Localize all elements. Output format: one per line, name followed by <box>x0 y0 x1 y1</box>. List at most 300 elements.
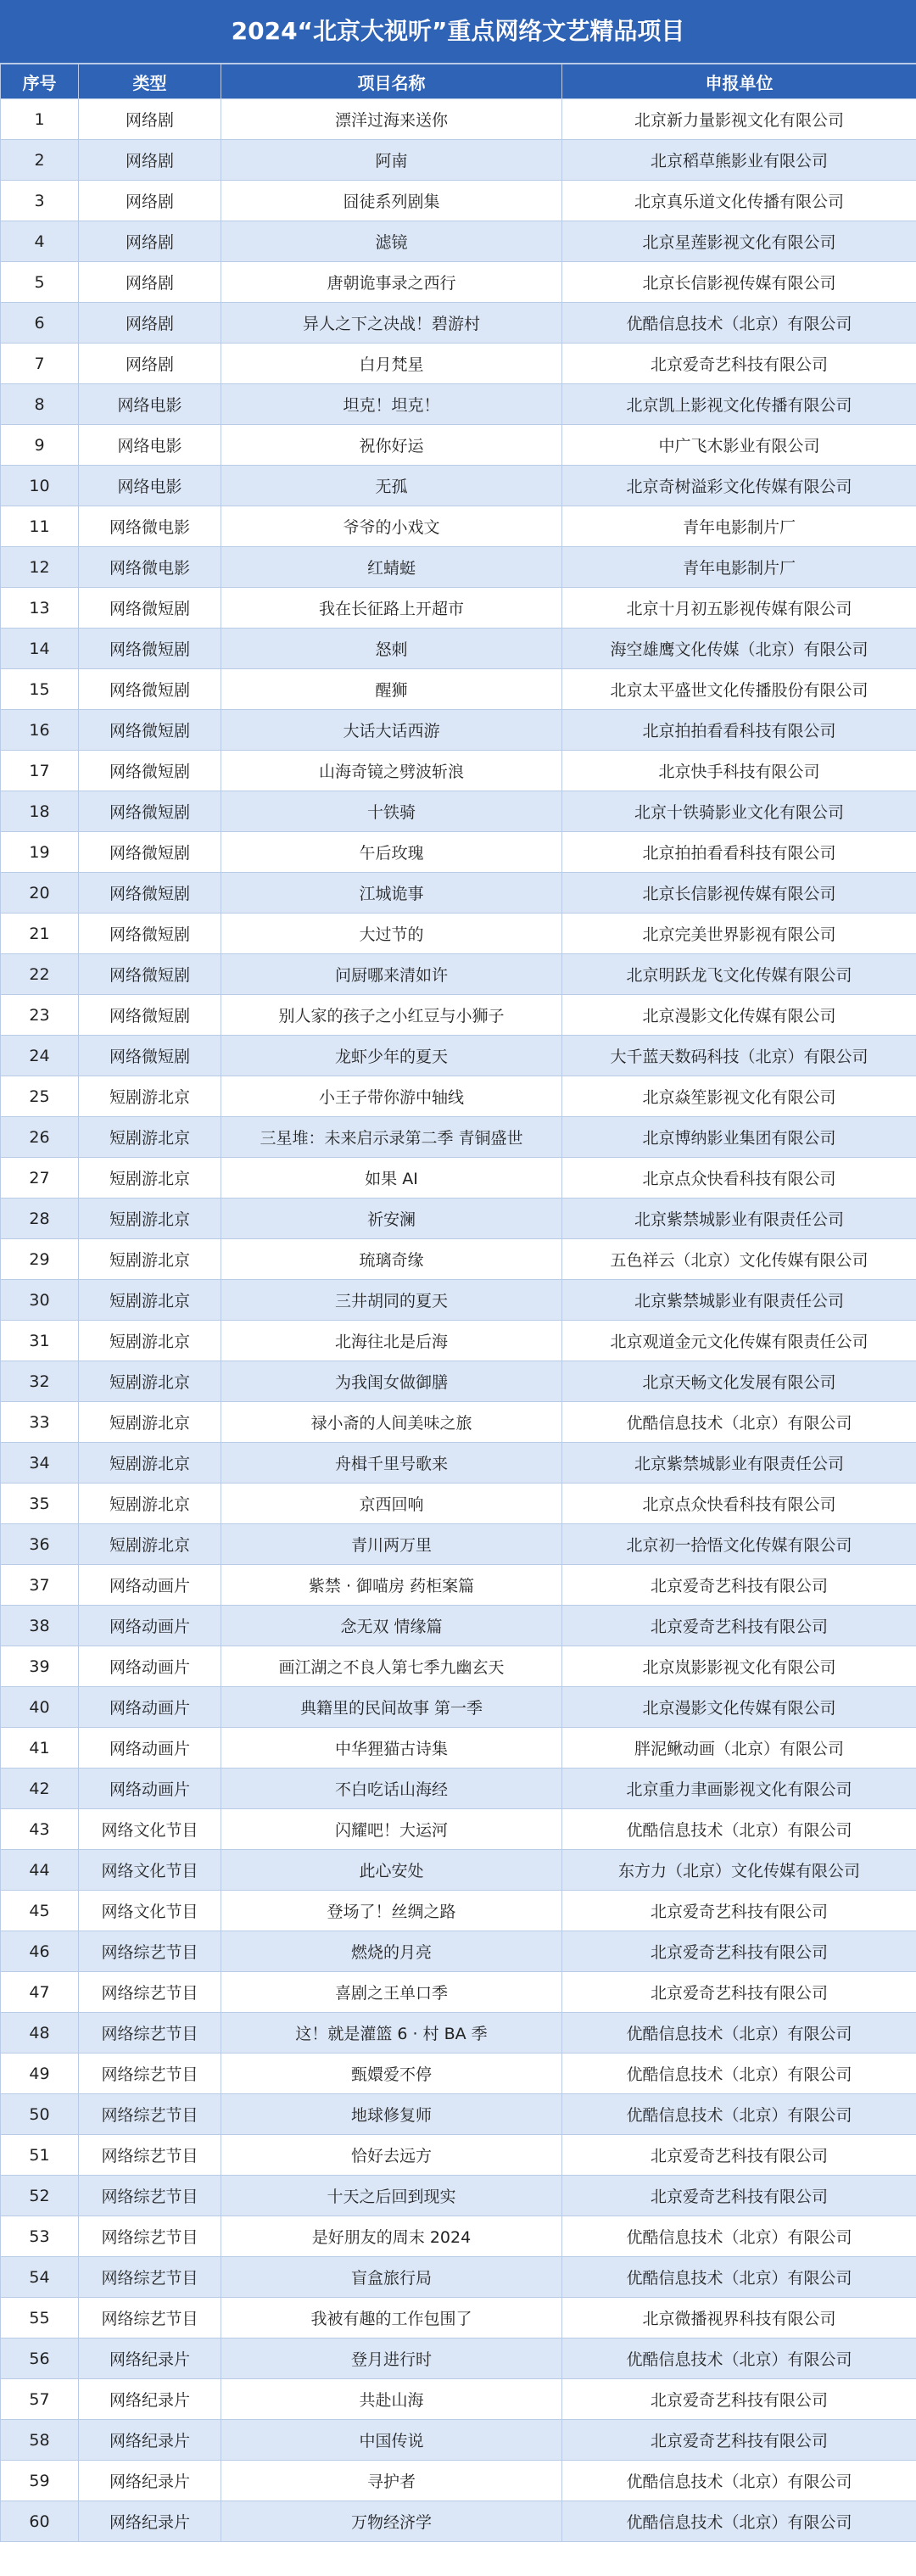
cell-index: 22 <box>1 954 79 995</box>
table-row <box>1 344 916 384</box>
cell-index: 25 <box>1 1076 79 1117</box>
cell-project-name: 囧徒系列剧集 <box>221 181 562 221</box>
cell-project-name: 祝你好运 <box>221 425 562 466</box>
cell-applicant: 青年电影制片厂 <box>562 547 916 588</box>
table-row <box>1 995 916 1036</box>
cell-project-name: 爷爷的小戏文 <box>221 506 562 547</box>
table-row <box>1 425 916 466</box>
cell-type: 网络微电影 <box>79 506 221 547</box>
cell-applicant: 北京爱奇艺科技有限公司 <box>562 1565 916 1606</box>
cell-applicant: 北京爱奇艺科技有限公司 <box>562 2135 916 2176</box>
cell-type: 网络动画片 <box>79 1646 221 1687</box>
cell-applicant: 北京凯上影视文化传播有限公司 <box>562 384 916 425</box>
cell-project-name: 寻护者 <box>221 2461 562 2501</box>
cell-type: 网络动画片 <box>79 1565 221 1606</box>
cell-index: 42 <box>1 1769 79 1809</box>
cell-index: 24 <box>1 1036 79 1076</box>
table-row <box>1 1402 916 1443</box>
cell-project-name: 滤镜 <box>221 221 562 262</box>
cell-applicant: 五色祥云（北京）文化传媒有限公司 <box>562 1239 916 1280</box>
cell-project-name: 十铁骑 <box>221 791 562 832</box>
table-row <box>1 791 916 832</box>
cell-applicant: 北京爱奇艺科技有限公司 <box>562 2176 916 2216</box>
cell-index: 45 <box>1 1891 79 1931</box>
table-row <box>1 669 916 710</box>
cell-type: 短剧游北京 <box>79 1117 221 1158</box>
cell-index: 11 <box>1 506 79 547</box>
cell-project-name: 典籍里的民间故事 第一季 <box>221 1687 562 1728</box>
cell-project-name: 无孤 <box>221 466 562 506</box>
cell-type: 网络综艺节目 <box>79 2013 221 2054</box>
cell-applicant: 北京十铁骑影业文化有限公司 <box>562 791 916 832</box>
cell-type: 网络电影 <box>79 384 221 425</box>
cell-applicant: 中广飞木影业有限公司 <box>562 425 916 466</box>
cell-type: 网络综艺节目 <box>79 1972 221 2013</box>
cell-project-name: 甄嬛爱不停 <box>221 2054 562 2094</box>
cell-type: 网络综艺节目 <box>79 2298 221 2339</box>
table-row <box>1 2257 916 2298</box>
cell-applicant: 优酷信息技术（北京）有限公司 <box>562 2257 916 2298</box>
header-type: 类型 <box>79 64 221 99</box>
cell-type: 网络剧 <box>79 262 221 303</box>
cell-type: 网络微短剧 <box>79 669 221 710</box>
cell-index: 56 <box>1 2339 79 2379</box>
cell-applicant: 北京微播视界科技有限公司 <box>562 2298 916 2339</box>
cell-index: 19 <box>1 832 79 873</box>
cell-type: 网络动画片 <box>79 1606 221 1646</box>
cell-applicant: 北京长信影视传媒有限公司 <box>562 873 916 914</box>
cell-project-name: 中华狸猫古诗集 <box>221 1728 562 1769</box>
cell-applicant: 北京紫禁城影业有限责任公司 <box>562 1443 916 1484</box>
table-row <box>1 2501 916 2542</box>
cell-index: 29 <box>1 1239 79 1280</box>
cell-index: 21 <box>1 914 79 954</box>
table-row <box>1 1280 916 1321</box>
cell-applicant: 北京博纳影业集团有限公司 <box>562 1117 916 1158</box>
cell-project-name: 问厨哪来清如许 <box>221 954 562 995</box>
table-row <box>1 221 916 262</box>
cell-type: 网络微短剧 <box>79 791 221 832</box>
cell-type: 网络剧 <box>79 181 221 221</box>
cell-applicant: 北京漫影文化传媒有限公司 <box>562 1687 916 1728</box>
cell-index: 39 <box>1 1646 79 1687</box>
cell-project-name: 大过节的 <box>221 914 562 954</box>
cell-applicant: 北京天畅文化发展有限公司 <box>562 1361 916 1402</box>
table-row <box>1 588 916 629</box>
cell-project-name: 我在长征路上开超市 <box>221 588 562 629</box>
cell-type: 网络综艺节目 <box>79 2094 221 2135</box>
cell-applicant: 北京稻草熊影业有限公司 <box>562 140 916 181</box>
cell-index: 13 <box>1 588 79 629</box>
cell-project-name: 登场了！丝绸之路 <box>221 1891 562 1931</box>
cell-type: 短剧游北京 <box>79 1076 221 1117</box>
cell-applicant: 胖泥鳅动画（北京）有限公司 <box>562 1728 916 1769</box>
header-applicant: 申报单位 <box>562 64 916 99</box>
cell-project-name: 山海奇镜之劈波斩浪 <box>221 751 562 791</box>
table-row <box>1 2013 916 2054</box>
cell-project-name: 三井胡同的夏天 <box>221 1280 562 1321</box>
cell-project-name: 北海往北是后海 <box>221 1321 562 1361</box>
cell-type: 网络微短剧 <box>79 588 221 629</box>
cell-index: 40 <box>1 1687 79 1728</box>
table-row <box>1 914 916 954</box>
cell-index: 3 <box>1 181 79 221</box>
cell-applicant: 东方力（北京）文化传媒有限公司 <box>562 1850 916 1891</box>
cell-index: 54 <box>1 2257 79 2298</box>
table-row <box>1 629 916 669</box>
cell-project-name: 舟楫千里号歌来 <box>221 1443 562 1484</box>
cell-index: 10 <box>1 466 79 506</box>
cell-project-name: 异人之下之决战！碧游村 <box>221 303 562 344</box>
cell-applicant: 北京星莲影视文化有限公司 <box>562 221 916 262</box>
cell-index: 8 <box>1 384 79 425</box>
cell-project-name: 三星堆：未来启示录第二季 青铜盛世 <box>221 1117 562 1158</box>
document-title: 2024“北京大视听”重点网络文艺精品项目 <box>0 0 916 64</box>
cell-applicant: 北京爱奇艺科技有限公司 <box>562 1972 916 2013</box>
cell-project-name: 怒刺 <box>221 629 562 669</box>
cell-project-name: 如果 AI <box>221 1158 562 1199</box>
cell-index: 15 <box>1 669 79 710</box>
cell-index: 17 <box>1 751 79 791</box>
table-row <box>1 1565 916 1606</box>
table-header <box>1 64 916 99</box>
table-row <box>1 2298 916 2339</box>
table-row <box>1 1646 916 1687</box>
cell-index: 32 <box>1 1361 79 1402</box>
table-row <box>1 1117 916 1158</box>
table-row <box>1 547 916 588</box>
cell-applicant: 北京初一拾悟文化传媒有限公司 <box>562 1524 916 1565</box>
cell-project-name: 坦克！坦克！ <box>221 384 562 425</box>
cell-project-name: 这！就是灌篮 6 · 村 BA 季 <box>221 2013 562 2054</box>
cell-project-name: 共赴山海 <box>221 2379 562 2420</box>
cell-type: 网络微短剧 <box>79 832 221 873</box>
cell-type: 网络微短剧 <box>79 710 221 751</box>
cell-project-name: 漂洋过海来送你 <box>221 99 562 140</box>
cell-type: 短剧游北京 <box>79 1321 221 1361</box>
cell-type: 网络微短剧 <box>79 995 221 1036</box>
cell-index: 7 <box>1 344 79 384</box>
table-row <box>1 262 916 303</box>
cell-type: 网络综艺节目 <box>79 2216 221 2257</box>
cell-applicant: 优酷信息技术（北京）有限公司 <box>562 2013 916 2054</box>
table-row <box>1 1076 916 1117</box>
cell-project-name: 龙虾少年的夏天 <box>221 1036 562 1076</box>
table-row <box>1 2216 916 2257</box>
cell-project-name: 京西回响 <box>221 1484 562 1524</box>
cell-applicant: 北京爱奇艺科技有限公司 <box>562 1891 916 1931</box>
cell-type: 短剧游北京 <box>79 1280 221 1321</box>
cell-applicant: 优酷信息技术（北京）有限公司 <box>562 2054 916 2094</box>
cell-type: 网络综艺节目 <box>79 2257 221 2298</box>
cell-applicant: 大千蓝天数码科技（北京）有限公司 <box>562 1036 916 1076</box>
cell-type: 网络综艺节目 <box>79 2176 221 2216</box>
cell-type: 网络文化节目 <box>79 1891 221 1931</box>
cell-project-name: 恰好去远方 <box>221 2135 562 2176</box>
table-row <box>1 303 916 344</box>
cell-type: 网络剧 <box>79 99 221 140</box>
cell-applicant: 优酷信息技术（北京）有限公司 <box>562 303 916 344</box>
table-row <box>1 2461 916 2501</box>
cell-type: 网络微电影 <box>79 547 221 588</box>
table-row <box>1 1809 916 1850</box>
cell-project-name: 琉璃奇缘 <box>221 1239 562 1280</box>
cell-index: 33 <box>1 1402 79 1443</box>
table-row <box>1 710 916 751</box>
cell-index: 16 <box>1 710 79 751</box>
cell-index: 48 <box>1 2013 79 2054</box>
table-row <box>1 1891 916 1931</box>
cell-type: 网络纪录片 <box>79 2379 221 2420</box>
cell-index: 1 <box>1 99 79 140</box>
cell-index: 36 <box>1 1524 79 1565</box>
cell-project-name: 青川两万里 <box>221 1524 562 1565</box>
cell-project-name: 红蜻蜓 <box>221 547 562 588</box>
cell-applicant: 北京重力聿画影视文化有限公司 <box>562 1769 916 1809</box>
cell-project-name: 燃烧的月亮 <box>221 1931 562 1972</box>
cell-index: 31 <box>1 1321 79 1361</box>
cell-type: 网络纪录片 <box>79 2420 221 2461</box>
cell-type: 网络电影 <box>79 466 221 506</box>
cell-index: 12 <box>1 547 79 588</box>
table-row <box>1 1850 916 1891</box>
cell-project-name: 祈安澜 <box>221 1199 562 1239</box>
cell-project-name: 醒狮 <box>221 669 562 710</box>
cell-project-name: 地球修复师 <box>221 2094 562 2135</box>
table-row <box>1 954 916 995</box>
cell-applicant: 北京奇树溢彩文化传媒有限公司 <box>562 466 916 506</box>
cell-type: 网络微短剧 <box>79 1036 221 1076</box>
cell-type: 网络剧 <box>79 140 221 181</box>
cell-index: 50 <box>1 2094 79 2135</box>
cell-index: 6 <box>1 303 79 344</box>
header-index: 序号 <box>1 64 79 99</box>
cell-applicant: 优酷信息技术（北京）有限公司 <box>562 1809 916 1850</box>
cell-applicant: 北京太平盛世文化传播股份有限公司 <box>562 669 916 710</box>
cell-project-name: 别人家的孩子之小红豆与小狮子 <box>221 995 562 1036</box>
cell-applicant: 优酷信息技术（北京）有限公司 <box>562 2094 916 2135</box>
cell-project-name: 万物经济学 <box>221 2501 562 2542</box>
table-row <box>1 2379 916 2420</box>
cell-type: 短剧游北京 <box>79 1402 221 1443</box>
table-row <box>1 1239 916 1280</box>
cell-applicant: 北京快手科技有限公司 <box>562 751 916 791</box>
cell-type: 网络动画片 <box>79 1728 221 1769</box>
cell-project-name: 为我闺女做御膳 <box>221 1361 562 1402</box>
cell-type: 网络微短剧 <box>79 954 221 995</box>
header-project-name: 项目名称 <box>221 64 562 99</box>
cell-type: 短剧游北京 <box>79 1158 221 1199</box>
cell-index: 18 <box>1 791 79 832</box>
cell-type: 短剧游北京 <box>79 1361 221 1402</box>
cell-type: 网络动画片 <box>79 1687 221 1728</box>
cell-type: 短剧游北京 <box>79 1484 221 1524</box>
cell-applicant: 北京点众快看科技有限公司 <box>562 1158 916 1199</box>
table-row <box>1 2054 916 2094</box>
cell-project-name: 念无双 情缘篇 <box>221 1606 562 1646</box>
cell-applicant: 北京观道金元文化传媒有限责任公司 <box>562 1321 916 1361</box>
cell-type: 网络文化节目 <box>79 1809 221 1850</box>
cell-type: 短剧游北京 <box>79 1524 221 1565</box>
cell-applicant: 优酷信息技术（北京）有限公司 <box>562 2216 916 2257</box>
cell-index: 58 <box>1 2420 79 2461</box>
table-row <box>1 140 916 181</box>
cell-index: 5 <box>1 262 79 303</box>
cell-applicant: 北京紫禁城影业有限责任公司 <box>562 1199 916 1239</box>
cell-type: 短剧游北京 <box>79 1239 221 1280</box>
cell-applicant: 北京十月初五影视传媒有限公司 <box>562 588 916 629</box>
cell-index: 9 <box>1 425 79 466</box>
cell-index: 53 <box>1 2216 79 2257</box>
cell-project-name: 白月梵星 <box>221 344 562 384</box>
cell-index: 46 <box>1 1931 79 1972</box>
cell-applicant: 北京爱奇艺科技有限公司 <box>562 344 916 384</box>
table-row <box>1 873 916 914</box>
table-row <box>1 506 916 547</box>
table-row <box>1 1606 916 1646</box>
cell-applicant: 北京漫影文化传媒有限公司 <box>562 995 916 1036</box>
table-row <box>1 1036 916 1076</box>
cell-type: 网络剧 <box>79 344 221 384</box>
cell-index: 37 <box>1 1565 79 1606</box>
cell-type: 网络微短剧 <box>79 914 221 954</box>
cell-applicant: 北京紫禁城影业有限责任公司 <box>562 1280 916 1321</box>
table-row <box>1 181 916 221</box>
cell-index: 38 <box>1 1606 79 1646</box>
table-row <box>1 2176 916 2216</box>
cell-applicant: 优酷信息技术（北京）有限公司 <box>562 1402 916 1443</box>
cell-index: 51 <box>1 2135 79 2176</box>
cell-index: 34 <box>1 1443 79 1484</box>
cell-type: 网络综艺节目 <box>79 2054 221 2094</box>
cell-type: 网络剧 <box>79 221 221 262</box>
cell-index: 28 <box>1 1199 79 1239</box>
cell-project-name: 十天之后回到现实 <box>221 2176 562 2216</box>
table-row <box>1 1361 916 1402</box>
cell-applicant: 海空雄鹰文化传媒（北京）有限公司 <box>562 629 916 669</box>
table-row <box>1 1524 916 1565</box>
cell-index: 35 <box>1 1484 79 1524</box>
table-row <box>1 1972 916 2013</box>
table-row <box>1 384 916 425</box>
cell-index: 26 <box>1 1117 79 1158</box>
cell-applicant: 北京完美世界影视有限公司 <box>562 914 916 954</box>
cell-type: 短剧游北京 <box>79 1443 221 1484</box>
cell-applicant: 北京点众快看科技有限公司 <box>562 1484 916 1524</box>
cell-type: 短剧游北京 <box>79 1199 221 1239</box>
cell-type: 网络纪录片 <box>79 2501 221 2542</box>
cell-applicant: 北京拍拍看看科技有限公司 <box>562 710 916 751</box>
projects-table <box>0 64 916 2542</box>
cell-project-name: 紫禁 · 御喵房 药柜案篇 <box>221 1565 562 1606</box>
cell-index: 59 <box>1 2461 79 2501</box>
table-row <box>1 1199 916 1239</box>
table-row <box>1 2135 916 2176</box>
table-row <box>1 2420 916 2461</box>
cell-type: 网络电影 <box>79 425 221 466</box>
cell-applicant: 北京爱奇艺科技有限公司 <box>562 1606 916 1646</box>
table-body <box>1 99 916 2542</box>
cell-applicant: 青年电影制片厂 <box>562 506 916 547</box>
cell-project-name: 禄小斋的人间美味之旅 <box>221 1402 562 1443</box>
cell-type: 网络文化节目 <box>79 1850 221 1891</box>
cell-project-name: 江城诡事 <box>221 873 562 914</box>
cell-project-name: 大话大话西游 <box>221 710 562 751</box>
cell-applicant: 优酷信息技术（北京）有限公司 <box>562 2461 916 2501</box>
cell-project-name: 中国传说 <box>221 2420 562 2461</box>
cell-index: 23 <box>1 995 79 1036</box>
cell-applicant: 优酷信息技术（北京）有限公司 <box>562 2501 916 2542</box>
cell-type: 网络剧 <box>79 303 221 344</box>
cell-project-name: 画江湖之不良人第七季九幽玄天 <box>221 1646 562 1687</box>
cell-applicant: 北京长信影视传媒有限公司 <box>562 262 916 303</box>
table-row <box>1 1484 916 1524</box>
cell-project-name: 午后玫瑰 <box>221 832 562 873</box>
cell-project-name: 不白吃话山海经 <box>221 1769 562 1809</box>
cell-index: 20 <box>1 873 79 914</box>
cell-type: 网络综艺节目 <box>79 1931 221 1972</box>
cell-project-name: 阿南 <box>221 140 562 181</box>
table-row <box>1 832 916 873</box>
table-row <box>1 2094 916 2135</box>
cell-index: 55 <box>1 2298 79 2339</box>
cell-applicant: 北京真乐道文化传播有限公司 <box>562 181 916 221</box>
cell-type: 网络微短剧 <box>79 873 221 914</box>
table-row <box>1 1443 916 1484</box>
cell-index: 47 <box>1 1972 79 2013</box>
cell-applicant: 北京爱奇艺科技有限公司 <box>562 2420 916 2461</box>
cell-index: 57 <box>1 2379 79 2420</box>
cell-index: 2 <box>1 140 79 181</box>
table-row <box>1 466 916 506</box>
table-row <box>1 1158 916 1199</box>
cell-applicant: 北京岚影影视文化有限公司 <box>562 1646 916 1687</box>
cell-index: 27 <box>1 1158 79 1199</box>
cell-index: 43 <box>1 1809 79 1850</box>
cell-index: 41 <box>1 1728 79 1769</box>
cell-project-name: 盲盒旅行局 <box>221 2257 562 2298</box>
table-row <box>1 751 916 791</box>
cell-applicant: 北京爱奇艺科技有限公司 <box>562 2379 916 2420</box>
cell-type: 网络纪录片 <box>79 2461 221 2501</box>
cell-project-name: 是好朋友的周末 2024 <box>221 2216 562 2257</box>
cell-applicant: 北京爱奇艺科技有限公司 <box>562 1931 916 1972</box>
cell-index: 49 <box>1 2054 79 2094</box>
cell-project-name: 唐朝诡事录之西行 <box>221 262 562 303</box>
header-row <box>1 64 916 99</box>
table-row <box>1 1769 916 1809</box>
cell-index: 30 <box>1 1280 79 1321</box>
cell-index: 14 <box>1 629 79 669</box>
cell-type: 网络微短剧 <box>79 629 221 669</box>
cell-type: 网络微短剧 <box>79 751 221 791</box>
cell-index: 44 <box>1 1850 79 1891</box>
cell-index: 4 <box>1 221 79 262</box>
cell-applicant: 北京焱笙影视文化有限公司 <box>562 1076 916 1117</box>
cell-project-name: 此心安处 <box>221 1850 562 1891</box>
cell-project-name: 我被有趣的工作包围了 <box>221 2298 562 2339</box>
cell-applicant: 北京拍拍看看科技有限公司 <box>562 832 916 873</box>
table-row <box>1 99 916 140</box>
table-row <box>1 1931 916 1972</box>
cell-index: 52 <box>1 2176 79 2216</box>
cell-project-name: 闪耀吧！大运河 <box>221 1809 562 1850</box>
table-row <box>1 2339 916 2379</box>
cell-project-name: 登月进行时 <box>221 2339 562 2379</box>
cell-type: 网络纪录片 <box>79 2339 221 2379</box>
cell-applicant: 北京新力量影视文化有限公司 <box>562 99 916 140</box>
cell-type: 网络动画片 <box>79 1769 221 1809</box>
